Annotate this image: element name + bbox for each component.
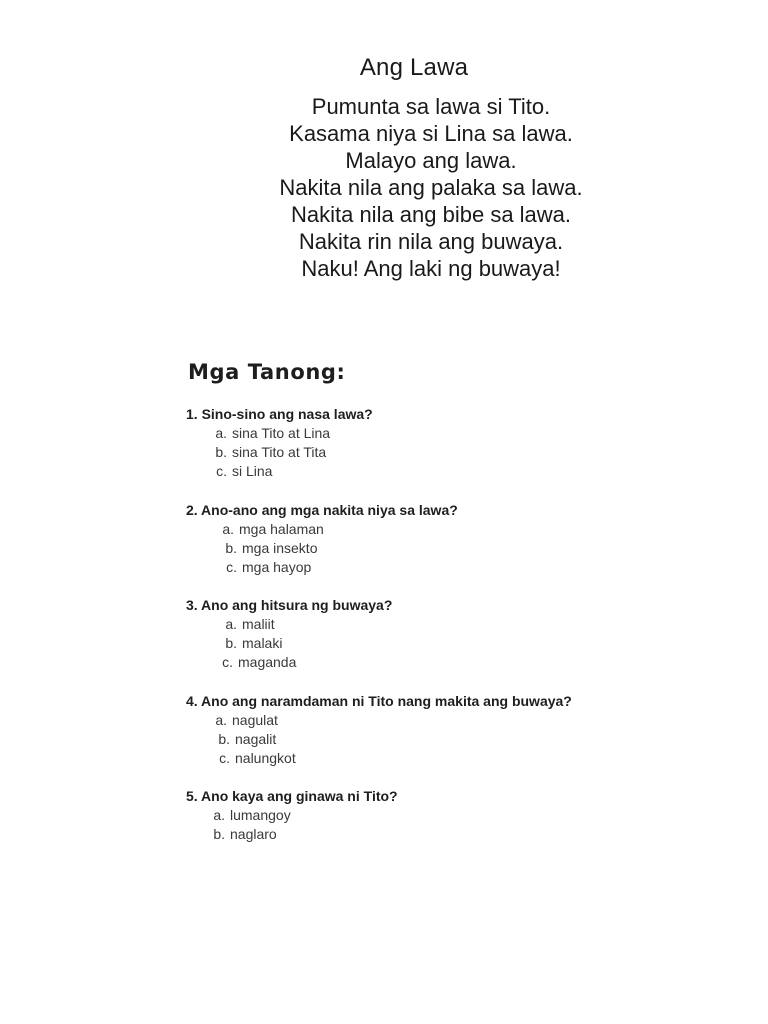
- option-text: maganda: [238, 654, 297, 670]
- option-list: [186, 520, 458, 577]
- story-line: Pumunta sa lawa si Tito.: [311, 94, 551, 119]
- option-text: malaki: [242, 635, 283, 651]
- option-letter: c.: [222, 654, 233, 670]
- question-text: 2. Ano-ano ang mga nakita niya sa lawa?: [186, 502, 458, 518]
- option-text: nagalit: [235, 731, 277, 747]
- option-item: [206, 711, 572, 730]
- story-title: Ang Lawa: [359, 54, 469, 81]
- option-text: lumangoy: [230, 807, 291, 823]
- story-line: Nakita nila ang palaka sa lawa.: [279, 175, 583, 200]
- option-list: [186, 424, 373, 481]
- question-text: 1. Sino-sino ang nasa lawa?: [186, 406, 373, 422]
- story-line: Malayo ang lawa.: [345, 148, 517, 173]
- option-item: [206, 749, 572, 768]
- option-item: [212, 653, 392, 672]
- option-item: [206, 443, 373, 462]
- option-item: [206, 730, 572, 749]
- option-letter: a.: [213, 807, 225, 823]
- story-line: Kasama niya si Lina sa lawa.: [289, 121, 573, 146]
- option-text: sina Tito at Lina: [232, 425, 331, 441]
- option-letter: b.: [225, 635, 237, 651]
- option-letter: b.: [225, 540, 237, 556]
- option-letter: a.: [215, 425, 227, 441]
- question-1: [186, 405, 373, 481]
- question-text: 4. Ano ang naramdaman ni Tito nang makita ang buwaya?: [186, 693, 572, 709]
- option-letter: c.: [219, 750, 230, 766]
- option-text: nagulat: [232, 712, 278, 728]
- story-line: Naku! Ang laki ng buwaya!: [301, 256, 561, 281]
- story-text: [0, 93, 768, 282]
- option-item: [204, 806, 398, 825]
- option-letter: c.: [226, 559, 237, 575]
- option-item: [216, 634, 392, 653]
- option-item: [213, 558, 458, 577]
- option-list: [186, 806, 398, 844]
- question-4: [186, 692, 572, 768]
- option-letter: b.: [213, 826, 225, 842]
- option-letter: a.: [225, 616, 237, 632]
- question-text: 5. Ano kaya ang ginawa ni Tito?: [186, 788, 398, 804]
- option-item: [213, 520, 458, 539]
- option-text: nalungkot: [235, 750, 296, 766]
- question-text: 3. Ano ang hitsura ng buwaya?: [186, 597, 393, 613]
- option-letter: c.: [216, 463, 227, 479]
- question-5: [186, 787, 398, 844]
- question-3: [186, 596, 392, 672]
- option-letter: a.: [215, 712, 227, 728]
- option-item: [206, 462, 373, 481]
- option-text: maliit: [242, 616, 275, 632]
- option-item: [213, 539, 458, 558]
- option-text: naglaro: [230, 826, 277, 842]
- option-list: [186, 711, 572, 768]
- option-item: [204, 825, 398, 844]
- option-letter: b.: [218, 731, 230, 747]
- option-list: [186, 615, 392, 672]
- story-line: Nakita nila ang bibe sa lawa.: [290, 202, 572, 227]
- option-text: mga hayop: [242, 559, 312, 575]
- story-line: Nakita rin nila ang buwaya.: [298, 229, 564, 254]
- option-text: si Lina: [232, 463, 273, 479]
- questions-heading: Mga Tanong:: [188, 360, 346, 384]
- option-item: [216, 615, 392, 634]
- option-item: [206, 424, 373, 443]
- option-text: mga insekto: [242, 540, 318, 556]
- option-text: mga halaman: [239, 521, 324, 537]
- option-letter: a.: [222, 521, 234, 537]
- option-letter: b.: [215, 444, 227, 460]
- question-2: [186, 501, 458, 577]
- option-text: sina Tito at Tita: [232, 444, 327, 460]
